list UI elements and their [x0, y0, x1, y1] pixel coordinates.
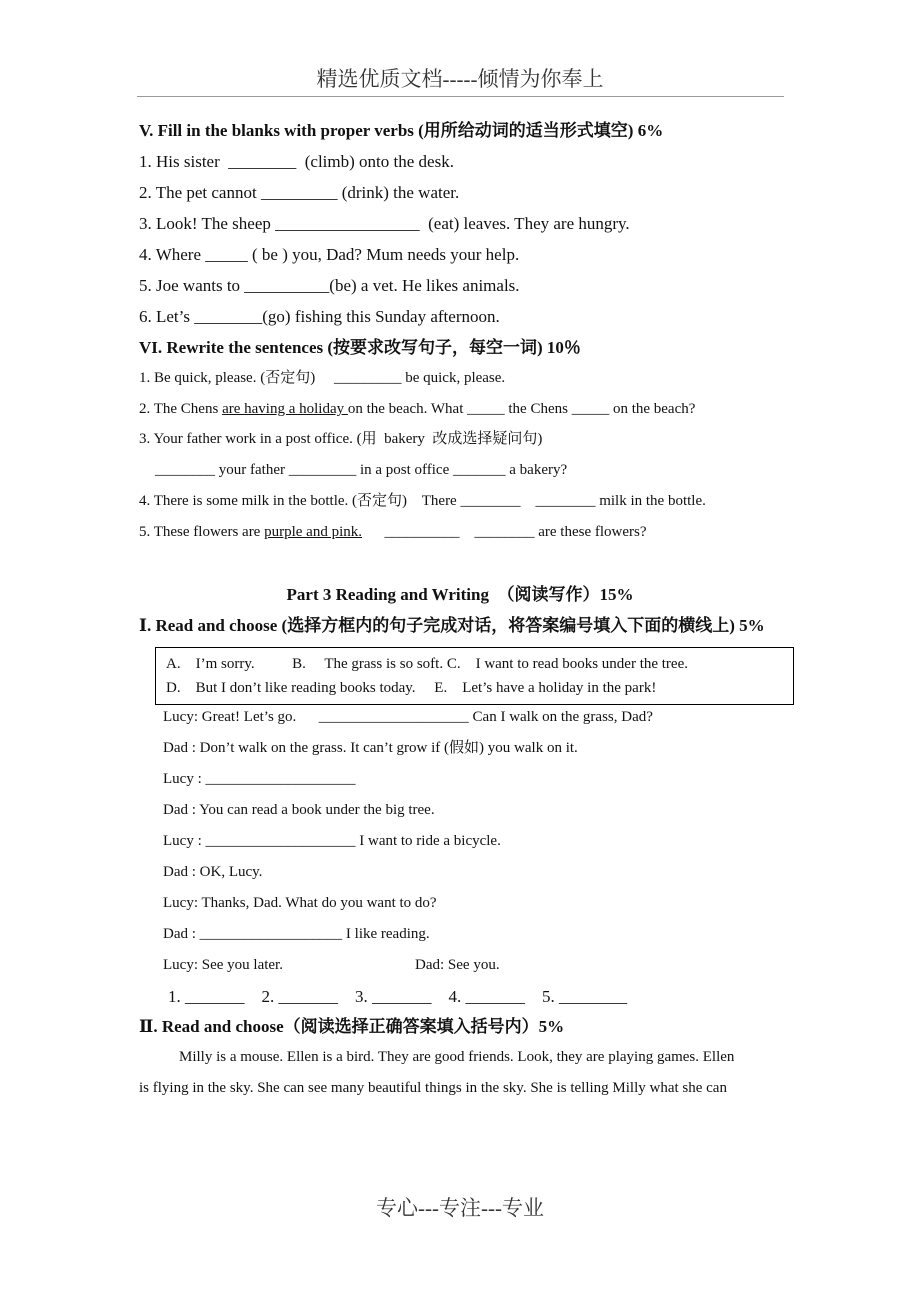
page-header: 精选优质文档-----倾情为你奉上: [316, 67, 604, 91]
dialogue-line-3: Lucy : ____________________: [163, 771, 356, 787]
section-5-item-6: 6. Let’s ________(go) fishing this Sunday afternoon.: [139, 307, 500, 326]
section-6-title: VI. Rewrite the sentences (按要求改写句子，每空一词) 10％: [139, 338, 581, 357]
passage-line-1: Milly is a mouse. Ellen is a bird. They are good friends. Look, they are playing games. Ellen: [179, 1049, 735, 1065]
reading-section-1-title: Ⅰ. Read and choose (选择方框内的句子完成对话，将答案编号填入下面的横线上) 5%: [139, 616, 765, 635]
section-6-item-2: [139, 402, 695, 417]
section-5-item-4: 4. Where _____ ( be ) you, Dad? Mum needs your help.: [139, 245, 520, 264]
section-6-item-4: 4. There is some milk in the bottle. (否定句) There ________ ________ milk in the bottle.: [139, 493, 706, 509]
item-5-prefix: 5. These flowers are: [139, 524, 265, 540]
reading-section-2-title: Ⅱ. Read and choose（阅读选择正确答案填入括号内）5%: [139, 1017, 565, 1036]
section-6-item-3: 3. Your father work in a post office. (用 bakery 改成选择疑问句): [139, 431, 543, 447]
dialogue-line-1: Lucy: Great! Let’s go. ____________________ Can I walk on the grass, Dad?: [163, 709, 653, 725]
dialogue-line-6: Dad : OK, Lucy.: [163, 864, 263, 880]
options-line-2: D. But I don’t like reading books today. E. Let’s have a holiday in the park!: [166, 680, 657, 696]
dialogue-line-5: Lucy : ____________________ I want to ride a bicycle.: [163, 833, 501, 849]
item-2-underlined-phrase: are having a holiday: [222, 401, 348, 417]
section-6-item-3-answer-line: ________ your father _________ in a post office _______ a bakery?: [155, 462, 568, 478]
section-5-item-1: 1. His sister ________ (climb) onto the desk.: [139, 152, 454, 171]
section-6-item-5: [139, 525, 647, 540]
item-5-suffix: __________ ________ are these flowers?: [362, 524, 647, 540]
dialogue-line-2: Dad : Don’t walk on the grass. It can’t grow if (假如) you walk on it.: [163, 740, 578, 756]
dialogue-line-9-lucy: Lucy: See you later.: [163, 957, 283, 973]
options-line-1: A. I’m sorry. B. The grass is so soft. C. I want to read books under the tree.: [166, 656, 688, 672]
section-5-title: V. Fill in the blanks with proper verbs (用所给动词的适当形式填空) 6%: [139, 121, 664, 140]
section-5-item-2: 2. The pet cannot _________ (drink) the water.: [139, 183, 460, 202]
dialogue-line-7: Lucy: Thanks, Dad. What do you want to do?: [163, 895, 437, 911]
dialogue-line-9-dad: Dad: See you.: [415, 957, 500, 973]
part-3-title: Part 3 Reading and Writing （阅读写作）15%: [286, 585, 634, 604]
page-footer: 专心---专注---专业: [376, 1196, 544, 1220]
dialogue-line-8: Dad : ___________________ I like reading.: [163, 926, 430, 942]
answer-blanks: 1. _______ 2. _______ 3. _______ 4. _______ 5. ________: [168, 987, 627, 1006]
dialogue-line-4: Dad : You can read a book under the big tree.: [163, 802, 435, 818]
header-rule: [137, 96, 784, 97]
item-2-prefix: 2. The Chens: [139, 401, 223, 417]
section-6-item-1: 1. Be quick, please. (否定句) _________ be quick, please.: [139, 370, 506, 386]
item-5-underlined-phrase: purple and pink.: [264, 524, 362, 540]
item-2-suffix: on the beach. What _____ the Chens _____ on the beach?: [347, 401, 696, 417]
passage-line-2: is flying in the sky. She can see many beautiful things in the sky. She is telling Milly what she can: [139, 1080, 727, 1096]
section-5-item-3: 3. Look! The sheep _________________ (eat) leaves. They are hungry.: [139, 214, 630, 233]
section-5-item-5: 5. Joe wants to __________(be) a vet. He likes animals.: [139, 276, 520, 295]
